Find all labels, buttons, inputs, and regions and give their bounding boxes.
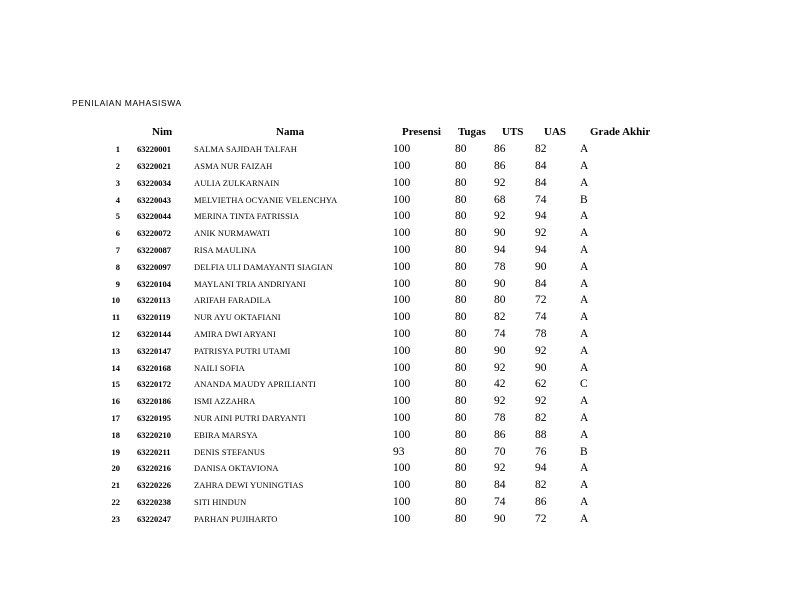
nim-cell: 63220097 xyxy=(137,261,171,272)
tugas-cell: 80 xyxy=(455,496,467,508)
header-nama: Nama xyxy=(276,126,305,138)
name-cell: DELFIA ULI DAMAYANTI SIAGIAN xyxy=(194,261,333,272)
table-row xyxy=(0,259,792,276)
nim-cell: 63220104 xyxy=(137,278,171,289)
row-number: 7 xyxy=(115,245,120,255)
uas-cell: 84 xyxy=(535,176,547,189)
row-number: 20 xyxy=(111,463,120,474)
tugas-cell: 80 xyxy=(455,328,467,340)
uas-cell: 92 xyxy=(535,227,547,240)
tugas-cell: 80 xyxy=(455,462,467,475)
uas-cell: 94 xyxy=(535,244,547,256)
tugas-cell: 80 xyxy=(455,277,467,290)
nim-cell: 63220087 xyxy=(137,245,171,255)
grade-cell: A xyxy=(580,344,589,357)
row-number: 9 xyxy=(115,278,120,289)
presensi-cell: 100 xyxy=(393,311,411,324)
table-row xyxy=(0,242,792,259)
tugas-cell: 80 xyxy=(455,412,467,424)
uas-cell: 74 xyxy=(535,311,547,324)
grade-cell: A xyxy=(580,412,589,424)
nim-cell: 63220238 xyxy=(137,497,171,507)
name-cell: PATRISYA PUTRI UTAMI xyxy=(194,345,291,356)
tugas-cell: 80 xyxy=(455,160,467,172)
presensi-cell: 100 xyxy=(393,395,411,408)
uas-cell: 86 xyxy=(535,496,547,508)
nim-cell: 63220186 xyxy=(137,396,171,407)
table-row xyxy=(0,427,792,444)
nim-cell: 63220210 xyxy=(137,429,171,440)
uas-cell: 82 xyxy=(535,479,547,492)
tugas-cell: 80 xyxy=(455,361,467,374)
grade-cell: B xyxy=(580,193,588,206)
row-number: 8 xyxy=(115,261,120,272)
presensi-cell: 100 xyxy=(393,160,411,172)
uas-cell: 78 xyxy=(535,328,547,340)
presensi-cell: 100 xyxy=(393,176,411,189)
uts-cell: 86 xyxy=(494,428,506,441)
grade-cell: A xyxy=(580,227,589,240)
header-presensi: Presensi xyxy=(402,126,441,138)
nim-cell: 63220216 xyxy=(137,463,171,474)
presensi-cell: 93 xyxy=(393,445,405,458)
grade-cell: A xyxy=(580,428,589,441)
nim-cell: 63220044 xyxy=(137,211,171,222)
grade-cell: A xyxy=(580,210,589,223)
name-cell: MAYLANI TRIA ANDRIYANI xyxy=(194,278,306,289)
grade-cell: B xyxy=(580,445,588,458)
uts-cell: 94 xyxy=(494,244,506,256)
table-row xyxy=(0,276,792,293)
name-cell: SITI HINDUN xyxy=(194,497,247,507)
uas-cell: 92 xyxy=(535,395,547,408)
presensi-cell: 100 xyxy=(393,462,411,475)
table-row xyxy=(0,141,792,158)
presensi-cell: 100 xyxy=(393,496,411,508)
table-row xyxy=(0,309,792,326)
row-number: 22 xyxy=(111,497,120,507)
row-number: 10 xyxy=(111,295,120,306)
row-number: 11 xyxy=(111,312,120,323)
table-row xyxy=(0,158,792,175)
row-number: 2 xyxy=(115,161,120,171)
uas-cell: 94 xyxy=(535,462,547,475)
table-row xyxy=(0,460,792,477)
row-number: 16 xyxy=(111,396,120,407)
uts-cell: 68 xyxy=(494,193,506,206)
table-row xyxy=(0,326,792,343)
grade-cell: A xyxy=(580,260,589,273)
uts-cell: 74 xyxy=(494,328,506,340)
grade-cell: A xyxy=(580,176,589,189)
uts-cell: 92 xyxy=(494,361,506,374)
row-number: 4 xyxy=(115,194,120,205)
uts-cell: 78 xyxy=(494,260,506,273)
uts-cell: 90 xyxy=(494,344,506,357)
uts-cell: 74 xyxy=(494,496,506,508)
tugas-cell: 80 xyxy=(455,445,467,458)
nim-cell: 63220147 xyxy=(137,345,171,356)
presensi-cell: 100 xyxy=(393,277,411,290)
row-number: 21 xyxy=(111,480,120,491)
uas-cell: 82 xyxy=(535,412,547,424)
name-cell: DANISA OKTAVIONA xyxy=(194,463,279,474)
table-row xyxy=(0,225,792,242)
table-row xyxy=(0,292,792,309)
uas-cell: 88 xyxy=(535,428,547,441)
presensi-cell: 100 xyxy=(393,428,411,441)
nim-cell: 63220034 xyxy=(137,177,171,188)
table-header-row xyxy=(0,124,792,141)
grade-cell: A xyxy=(580,294,589,307)
name-cell: ARIFAH FARADILA xyxy=(194,295,271,306)
table-row xyxy=(0,343,792,360)
grade-cell: A xyxy=(580,479,589,492)
name-cell: ASMA NUR FAIZAH xyxy=(194,161,273,171)
header-uts: UTS xyxy=(502,126,524,138)
tugas-cell: 80 xyxy=(455,143,467,156)
name-cell: EBIRA MARSYA xyxy=(194,429,258,440)
presensi-cell: 100 xyxy=(393,193,411,206)
row-number: 15 xyxy=(111,379,120,390)
header-nim: Nim xyxy=(152,126,173,138)
uts-cell: 82 xyxy=(494,311,506,324)
row-number: 6 xyxy=(115,228,120,239)
row-number: 17 xyxy=(111,413,120,423)
tugas-cell: 80 xyxy=(455,227,467,240)
grade-cell: C xyxy=(580,378,588,391)
nim-cell: 63220195 xyxy=(137,413,171,423)
uas-cell: 84 xyxy=(535,277,547,290)
nim-cell: 63220113 xyxy=(137,295,171,306)
grades-table xyxy=(0,124,792,534)
nim-cell: 63220072 xyxy=(137,228,171,239)
nim-cell: 63220247 xyxy=(137,513,171,524)
tugas-cell: 80 xyxy=(455,210,467,223)
uts-cell: 92 xyxy=(494,176,506,189)
name-cell: NAILI SOFIA xyxy=(194,362,245,373)
row-number: 18 xyxy=(111,429,120,440)
row-number: 13 xyxy=(111,345,120,356)
name-cell: ISMI AZZAHRA xyxy=(194,396,256,407)
uts-cell: 92 xyxy=(494,210,506,223)
grade-cell: A xyxy=(580,496,589,508)
table-row xyxy=(0,511,792,528)
uts-cell: 90 xyxy=(494,512,506,525)
grade-cell: A xyxy=(580,395,589,408)
table-row xyxy=(0,444,792,461)
presensi-cell: 100 xyxy=(393,294,411,307)
row-number: 1 xyxy=(115,144,120,155)
presensi-cell: 100 xyxy=(393,479,411,492)
uts-cell: 90 xyxy=(494,277,506,290)
name-cell: MERINA TINTA FATRISSIA xyxy=(194,211,300,222)
grade-cell: A xyxy=(580,244,589,256)
row-number: 12 xyxy=(111,329,120,339)
row-number: 19 xyxy=(111,446,120,457)
row-number: 3 xyxy=(115,177,120,188)
row-number: 23 xyxy=(111,513,120,524)
header-tugas: Tugas xyxy=(458,126,486,138)
presensi-cell: 100 xyxy=(393,361,411,374)
uts-cell: 42 xyxy=(494,378,506,391)
uas-cell: 72 xyxy=(535,512,547,525)
tugas-cell: 80 xyxy=(455,512,467,525)
nim-cell: 63220043 xyxy=(137,194,171,205)
table-row xyxy=(0,192,792,209)
uas-cell: 76 xyxy=(535,445,547,458)
grade-cell: A xyxy=(580,160,589,172)
name-cell: PARHAN PUJIHARTO xyxy=(194,513,278,524)
name-cell: AULIA ZULKARNAIN xyxy=(194,177,280,188)
table-row xyxy=(0,208,792,225)
tugas-cell: 80 xyxy=(455,311,467,324)
uas-cell: 90 xyxy=(535,361,547,374)
presensi-cell: 100 xyxy=(393,412,411,424)
name-cell: NUR AINI PUTRI DARYANTI xyxy=(194,413,306,423)
tugas-cell: 80 xyxy=(455,260,467,273)
uts-cell: 80 xyxy=(494,294,506,307)
nim-cell: 63220119 xyxy=(137,312,171,323)
presensi-cell: 100 xyxy=(393,227,411,240)
table-row xyxy=(0,376,792,393)
nim-cell: 63220226 xyxy=(137,480,171,491)
uts-cell: 84 xyxy=(494,479,506,492)
grade-cell: A xyxy=(580,143,589,156)
presensi-cell: 100 xyxy=(393,210,411,223)
uas-cell: 62 xyxy=(535,378,547,391)
presensi-cell: 100 xyxy=(393,143,411,156)
grade-cell: A xyxy=(580,462,589,475)
table-row xyxy=(0,175,792,192)
tugas-cell: 80 xyxy=(455,378,467,391)
uas-cell: 84 xyxy=(535,160,547,172)
name-cell: ANIK NURMAWATI xyxy=(194,228,271,239)
name-cell: DENIS STEFANUS xyxy=(194,446,265,457)
uts-cell: 92 xyxy=(494,462,506,475)
name-cell: AMIRA DWI ARYANI xyxy=(194,329,276,339)
header-uas: UAS xyxy=(544,126,567,138)
uts-cell: 92 xyxy=(494,395,506,408)
presensi-cell: 100 xyxy=(393,328,411,340)
uas-cell: 90 xyxy=(535,260,547,273)
nim-cell: 63220168 xyxy=(137,362,171,373)
name-cell: NUR AYU OKTAFIANI xyxy=(194,312,281,323)
uas-cell: 92 xyxy=(535,344,547,357)
row-number: 14 xyxy=(111,362,120,373)
uas-cell: 74 xyxy=(535,193,547,206)
name-cell: SALMA SAJIDAH TALFAH xyxy=(194,144,298,155)
nim-cell: 63220172 xyxy=(137,379,171,390)
table-row xyxy=(0,477,792,494)
uas-cell: 82 xyxy=(535,143,547,156)
uts-cell: 70 xyxy=(494,445,506,458)
name-cell: ZAHRA DEWI YUNINGTIAS xyxy=(194,480,304,491)
name-cell: MELVIETHA OCYANIE VELENCHYA xyxy=(194,194,338,205)
grade-cell: A xyxy=(580,328,589,340)
page-title: PENILAIAN MAHASISWA xyxy=(72,98,182,108)
presensi-cell: 100 xyxy=(393,512,411,525)
grade-cell: A xyxy=(580,361,589,374)
row-number: 5 xyxy=(115,211,120,222)
tugas-cell: 80 xyxy=(455,479,467,492)
table-row xyxy=(0,360,792,377)
uts-cell: 78 xyxy=(494,412,506,424)
name-cell: ANANDA MAUDY APRILIANTI xyxy=(194,379,316,390)
header-grade: Grade Akhir xyxy=(590,126,651,138)
uts-cell: 86 xyxy=(494,143,506,156)
uas-cell: 94 xyxy=(535,210,547,223)
presensi-cell: 100 xyxy=(393,378,411,391)
uts-cell: 86 xyxy=(494,160,506,172)
uts-cell: 90 xyxy=(494,227,506,240)
table-row xyxy=(0,494,792,511)
grade-cell: A xyxy=(580,277,589,290)
tugas-cell: 80 xyxy=(455,176,467,189)
tugas-cell: 80 xyxy=(455,428,467,441)
name-cell: RISA MAULINA xyxy=(194,245,257,255)
presensi-cell: 100 xyxy=(393,344,411,357)
tugas-cell: 80 xyxy=(455,244,467,256)
tugas-cell: 80 xyxy=(455,344,467,357)
presensi-cell: 100 xyxy=(393,244,411,256)
uas-cell: 72 xyxy=(535,294,547,307)
tugas-cell: 80 xyxy=(455,193,467,206)
grade-cell: A xyxy=(580,512,589,525)
grade-cell: A xyxy=(580,311,589,324)
tugas-cell: 80 xyxy=(455,395,467,408)
tugas-cell: 80 xyxy=(455,294,467,307)
table-row xyxy=(0,393,792,410)
nim-cell: 63220001 xyxy=(137,144,171,155)
table-row xyxy=(0,410,792,427)
presensi-cell: 100 xyxy=(393,260,411,273)
nim-cell: 63220021 xyxy=(137,161,171,171)
nim-cell: 63220144 xyxy=(137,329,171,339)
nim-cell: 63220211 xyxy=(137,446,171,457)
